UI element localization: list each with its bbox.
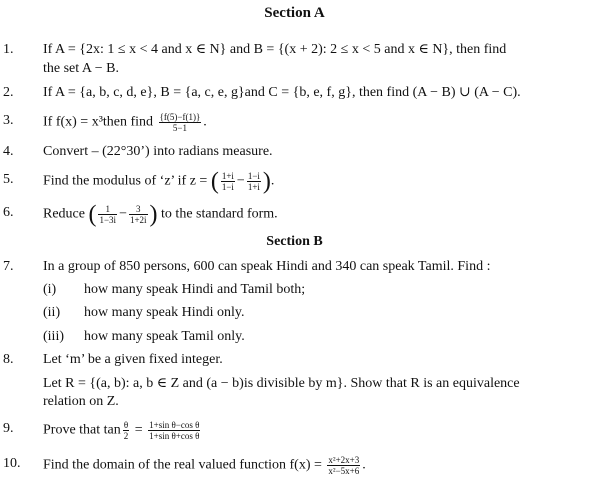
denominator: x²−5x+6: [328, 466, 360, 476]
question-number: 1.: [3, 42, 14, 57]
fraction: [129, 204, 148, 225]
fraction: [327, 455, 360, 476]
open-paren-glyph: (: [88, 201, 97, 228]
section-b-heading: Section B: [266, 234, 323, 249]
fraction: [221, 171, 235, 192]
sub-item-text: how many speak Hindi only.: [84, 305, 245, 320]
question-number: 7.: [3, 259, 14, 274]
question-text: [43, 420, 583, 441]
sub-item-text: how many speak Hindi and Tamil both;: [84, 282, 306, 297]
close-paren-glyph: ): [149, 201, 158, 228]
question-text: the set A − B.: [43, 61, 119, 76]
denominator: 1+2i: [129, 215, 147, 225]
question-text: [43, 201, 583, 228]
fraction: [98, 204, 117, 225]
question-text: In a group of 850 persons, 600 can speak Hindi and 340 can speak Tamil. Find :: [43, 259, 491, 274]
question-text: If A = {a, b, c, d, e}, B = {a, c, e, g}and C = {b, e, f, g}, then find (A − B) ∪ (A − C).: [43, 85, 521, 100]
denominator: 1−i: [221, 182, 234, 192]
denominator: 2: [123, 431, 129, 441]
minus-sign: −: [119, 206, 127, 222]
question-number: 4.: [3, 144, 14, 159]
question-number: 8.: [3, 352, 14, 367]
question-number: 6.: [3, 205, 14, 220]
question-text: [43, 112, 583, 133]
denominator: 1+sin θ+cos θ: [149, 431, 200, 441]
question-text: Let R = {(a, b): a, b ∈ Z and (a − b)is divisible by m}. Show that R is an equivalence: [43, 376, 520, 391]
denominator: 1+i: [247, 182, 260, 192]
question-text: [43, 455, 583, 476]
denominator: 1−3i: [99, 215, 117, 225]
numerator: {f(5)−f(1)}: [159, 112, 201, 122]
question-text: [43, 168, 583, 195]
close-paren-glyph: ): [262, 168, 271, 195]
question-suffix: .: [362, 457, 366, 473]
question-suffix: .: [270, 173, 275, 189]
sub-item-label: (i): [43, 282, 57, 297]
numerator: θ: [123, 420, 129, 430]
numerator: 1+i: [221, 171, 234, 181]
question-number: 2.: [3, 85, 14, 100]
question-text: If A = {2x: 1 ≤ x < 4 and x ∈ N} and B = {(x + 2): 2 ≤ x < 5 and x ∈ N}, then find: [43, 42, 507, 57]
minus-sign: −: [236, 173, 245, 189]
question-prefix: If f(x) = x³then find: [43, 114, 154, 130]
question-number: 5.: [3, 172, 14, 187]
sub-item-label: (iii): [43, 329, 64, 344]
question-number: 9.: [3, 421, 14, 436]
fraction: [123, 420, 130, 441]
sub-item-text: how many speak Tamil only.: [84, 329, 245, 344]
numerator: x²+2x+3: [328, 455, 360, 465]
numerator: 1: [98, 204, 117, 215]
fraction: [148, 420, 200, 441]
sub-item-label: (ii): [43, 305, 61, 320]
question-number: 3.: [3, 113, 14, 128]
question-suffix: to the standard form.: [161, 206, 278, 222]
question-suffix: .: [203, 114, 207, 130]
fraction: [159, 112, 202, 133]
question-prefix: Find the modulus of ‘z’ if z =: [43, 173, 208, 189]
question-number: 10.: [3, 456, 21, 471]
question-prefix: Find the domain of the real valued function f(x) =: [43, 457, 322, 473]
question-prefix: Prove that tan: [43, 422, 121, 438]
numerator: 3: [129, 204, 148, 215]
question-prefix: Reduce: [43, 206, 85, 222]
question-text: Convert – (22°30’) into radians measure.: [43, 144, 273, 159]
numerator: 1−i: [247, 171, 260, 181]
fraction: [247, 171, 261, 192]
denominator: 5−1: [172, 123, 187, 133]
equals-sign: =: [134, 422, 143, 438]
question-text: relation on Z.: [43, 394, 119, 409]
numerator: 1+sin θ−cos θ: [149, 420, 200, 430]
section-a-heading: Section A: [264, 5, 325, 21]
question-text: Let ‘m’ be a given fixed integer.: [43, 352, 223, 367]
open-paren-glyph: (: [210, 168, 219, 195]
